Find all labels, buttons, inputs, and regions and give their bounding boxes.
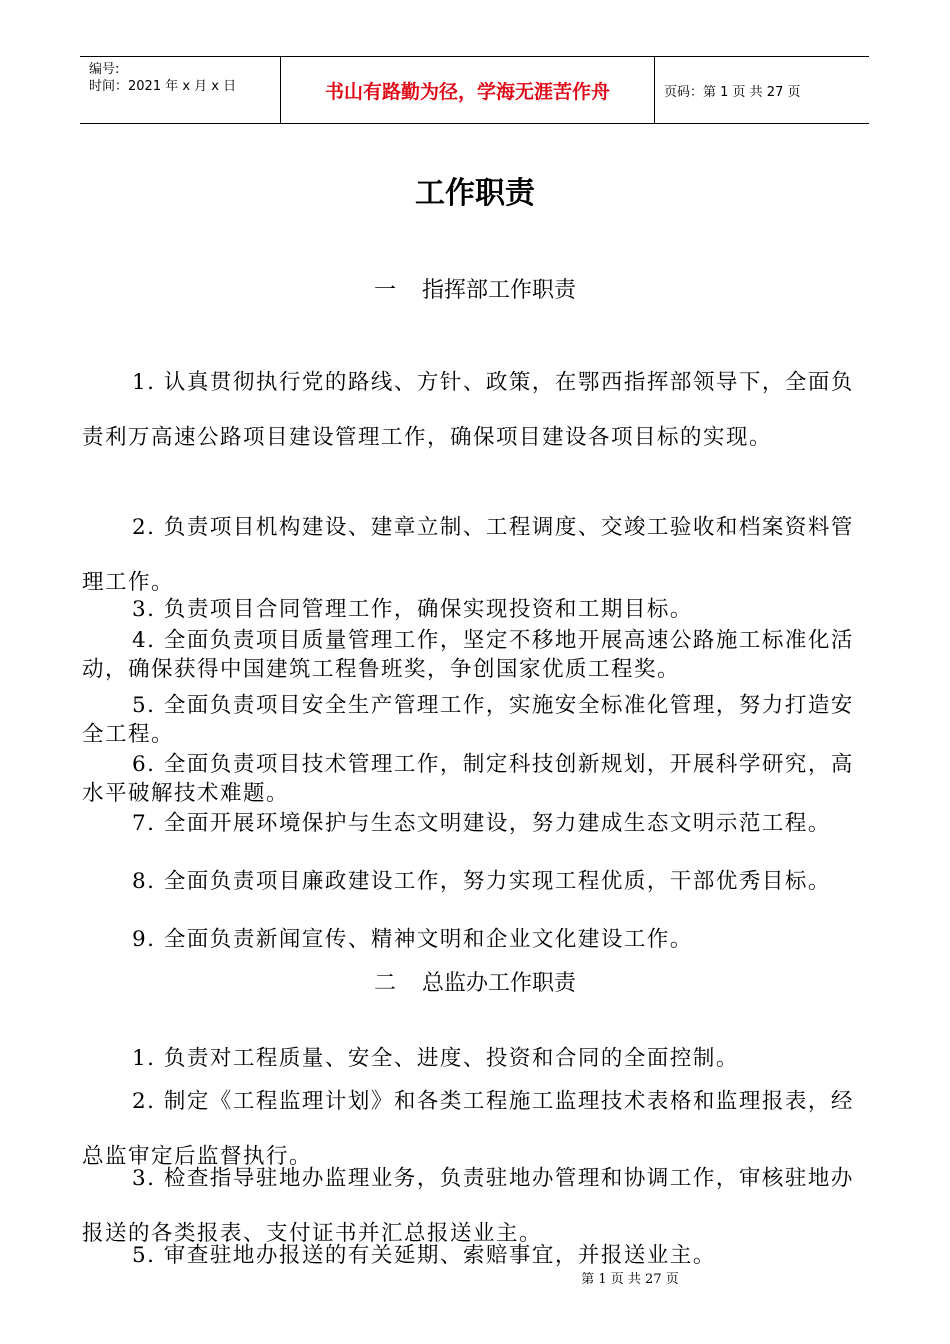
paragraph: 7. 全面开展环境保护与生态文明建设，努力建成生态文明示范工程。 <box>132 811 831 836</box>
section-number: 一 <box>373 278 396 303</box>
paragraph: 5. 全面负责项目安全生产管理工作，实施安全标准化管理，努力打造安全工程。 <box>82 693 854 747</box>
paragraph: 6. 全面负责项目技术管理工作，制定科技创新规划，开展科学研究，高水平破解技术难题。 <box>82 752 854 806</box>
document-time-label: 时间：2021 年 x 月 x 日 <box>89 79 237 94</box>
document-title: 工作职责 <box>415 176 535 211</box>
page-header <box>80 56 869 124</box>
paragraph: 8. 全面负责项目廉政建设工作，努力实现工程优质，干部优秀目标。 <box>132 869 831 894</box>
paragraph: 2. 制定《工程监理计划》和各类工程施工监理技术表格和监理报表，经总监审定后监督执行。 <box>82 1089 854 1169</box>
paragraph: 1. 负责对工程质量、安全、进度、投资和合同的全面控制。 <box>132 1046 739 1071</box>
header-meta <box>80 57 281 123</box>
paragraph: 3. 检查指导驻地办监理业务，负责驻地办管理和协调工作，审核驻地办报送的各类报表、支付证书并汇总报送业主。 <box>82 1166 854 1246</box>
page-footer: 第 1 页 共 27 页 <box>581 1272 679 1287</box>
section-title: 指挥部工作职责 <box>422 278 577 303</box>
paragraph: 5. 审查驻地办报送的有关延期、索赔事宜，并报送业主。 <box>132 1243 716 1268</box>
header-page-label: 页码：第 1 页 共 27 页 <box>664 84 801 100</box>
paragraph: 9. 全面负责新闻宣传、精神文明和企业文化建设工作。 <box>132 927 693 952</box>
section-title: 总监办工作职责 <box>422 971 577 996</box>
section-heading-1 <box>0 273 950 304</box>
paragraph: 4. 全面负责项目质量管理工作，坚定不移地开展高速公路施工标准化活动，确保获得中国建筑工程鲁班奖，争创国家优质工程奖。 <box>82 628 854 682</box>
paragraph: 1. 认真贯彻执行党的路线、方针、政策，在鄂西指挥部领导下，全面负责利万高速公路项目建设管理工作，确保项目建设各项目标的实现。 <box>82 370 854 450</box>
section-number: 二 <box>373 971 396 996</box>
paragraph: 2. 负责项目机构建设、建章立制、工程调度、交竣工验收和档案资料管理工作。 <box>82 515 854 595</box>
document-number-label: 编号: <box>89 62 120 77</box>
header-motto: 书山有路勤为径，学海无涯苦作舟 <box>281 57 655 123</box>
section-heading-2 <box>0 966 950 997</box>
paragraph: 3. 负责项目合同管理工作，确保实现投资和工期目标。 <box>132 597 693 622</box>
